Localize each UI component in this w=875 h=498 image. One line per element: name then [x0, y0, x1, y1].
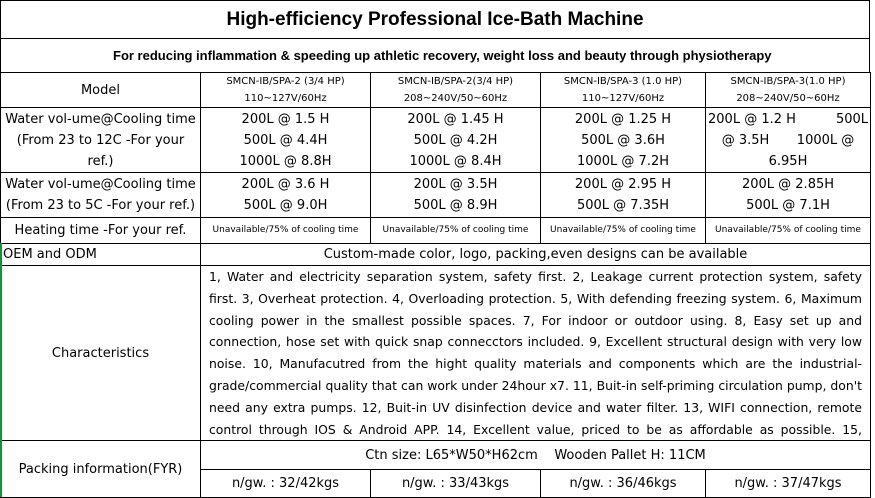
value-fragment: 1000L @ [796, 132, 855, 148]
table-row-model [1, 73, 871, 108]
value-cell [541, 108, 706, 173]
label-line: (From 23 to 5C -For your ref.) [5, 198, 196, 213]
label-line: Water vol-ume@Cooling time [5, 177, 196, 192]
model-name: SMCN-IB/SPA-3(1.0 HP) [730, 76, 846, 87]
label-line: (From 23 to 12C -For your [16, 132, 185, 148]
model-cell [706, 73, 871, 108]
value-line: 200L @ 1.25 H [574, 111, 672, 127]
value-line: 1000L @ 7.2H [576, 153, 670, 169]
value-line: 500L @ 7.1H [746, 198, 830, 213]
subtitle: For reducing inflammation & speeding up athletic recovery, weight loss and beauty through physiotherapy [0, 38, 870, 72]
value-cell [706, 108, 871, 173]
value-cell: n/gw. : 36/46kgs [541, 470, 706, 498]
packing-pallet: Wooden Pallet H: 11CM [554, 447, 706, 463]
table-row-cooling-5c [1, 173, 871, 218]
row-label [1, 108, 201, 173]
model-cell [371, 73, 541, 108]
value-line: 200L @ 2.85H [741, 177, 835, 192]
value-line: 500L @ 3.6H [581, 132, 665, 148]
model-name: SMCN-IB/SPA-3 (1.0 HP) [563, 76, 683, 87]
value-cell [371, 173, 541, 218]
table-row-cooling-12c [1, 108, 871, 173]
value-cell [371, 108, 541, 173]
value-line [708, 130, 868, 151]
row-label: OEM and ODM [1, 244, 201, 266]
model-power: 110~127V/60Hz [581, 93, 665, 104]
value-line: 200L @ 1.45 H [407, 111, 504, 127]
table-row-oem [1, 244, 871, 266]
value-cell [201, 108, 371, 173]
value-line [708, 109, 868, 130]
model-name: SMCN-IB/SPA-2 (3/4 HP) [226, 76, 345, 87]
value-cell: Custom-made color, logo, packing,even designs can be available [201, 244, 871, 266]
value-cell [706, 173, 871, 218]
value-line: 1000L @ 8.8H [239, 153, 332, 169]
table-row-packing [1, 441, 871, 470]
value-cell: Unavailable/75% of cooling time [706, 218, 871, 244]
packing-size-cell [201, 441, 871, 470]
packing-size: Ctn size: L65*W50*H62cm [365, 447, 538, 463]
value-cell: n/gw. : 32/42kgs [201, 470, 371, 498]
row-label [1, 173, 201, 218]
model-power: 208~240V/50~60Hz [403, 93, 508, 104]
value-line: 6.95H [768, 153, 808, 169]
value-cell: Unavailable/75% of cooling time [371, 218, 541, 244]
row-label: Model [1, 73, 201, 108]
value-line: 500L @ 4.4H [243, 132, 328, 148]
label-line: ref.) [87, 153, 114, 169]
value-line: 500L @ 8.9H [413, 198, 498, 213]
value-line: 500L @ 9.0H [243, 198, 328, 213]
model-name: SMCN-IB/SPA-2(3/4 HP) [397, 76, 514, 87]
row-label: Heating time -For your ref. [1, 218, 201, 244]
value-cell [541, 173, 706, 218]
value-line: 1000L @ 8.4H [409, 153, 502, 169]
characteristics-cell [201, 266, 871, 441]
value-cell: Unavailable/75% of cooling time [541, 218, 706, 244]
value-line: 200L @ 2.95 H [574, 177, 672, 192]
value-cell: n/gw. : 33/43kgs [371, 470, 541, 498]
value-line: 200L @ 3.5H [413, 177, 498, 192]
value-cell [201, 173, 371, 218]
value-fragment: 200L @ 1.2 H [708, 111, 796, 127]
value-cell: n/gw. : 37/47kgs [706, 470, 871, 498]
value-line: 500L @ 7.35H [576, 198, 670, 213]
value-fragment: 500L [835, 111, 868, 127]
value-line: 200L @ 1.5 H [241, 111, 330, 127]
row-label: Packing information(FYR) [1, 441, 201, 498]
label-line: Water vol-ume@Cooling time [5, 111, 196, 127]
page-title: High-efficiency Professional Ice-Bath Machine [0, 0, 870, 39]
green-edge-line [0, 243, 2, 497]
characteristics-text: 1, Water and electricity separation system, safety first. 2, Leakage current protection system, safety first. 3, Overheat protection. 4, Overloading protection. 5, With defending freezing system. 6, Maximum cooling power in the smallest possible spaces. 7, For indoor or outdoor using. 8, Easy set up and connection, hose set with quick snap connecctors included. 9, Excellent structural design with very low noise. 10, Manufacutred from the hight quality materials and components which are the industrial-grade/commercial quality that can work under 24hour x7. 11, Buit-in self-priming circulation pump, don't need any extra pumps. 12, Buit-in UV disinfection device and water filter. 13, WIFI connection, remote control through IOS & Android APP. 14, Excellent value, priced to be as affordable as possible. 15, [209, 269, 862, 437]
model-power: 110~127V/60Hz [244, 93, 327, 104]
model-power: 208~240V/50~60Hz [736, 93, 840, 104]
row-label: Characteristics [1, 266, 201, 441]
model-cell [201, 73, 371, 108]
spec-table [0, 72, 871, 498]
table-row-heating [1, 218, 871, 244]
value-line: 200L @ 3.6 H [241, 177, 330, 192]
value-cell: Unavailable/75% of cooling time [201, 218, 371, 244]
table-row-characteristics [1, 266, 871, 441]
value-fragment: @ 3.5H [721, 132, 770, 148]
model-cell [541, 73, 706, 108]
value-line: 500L @ 4.2H [413, 132, 498, 148]
